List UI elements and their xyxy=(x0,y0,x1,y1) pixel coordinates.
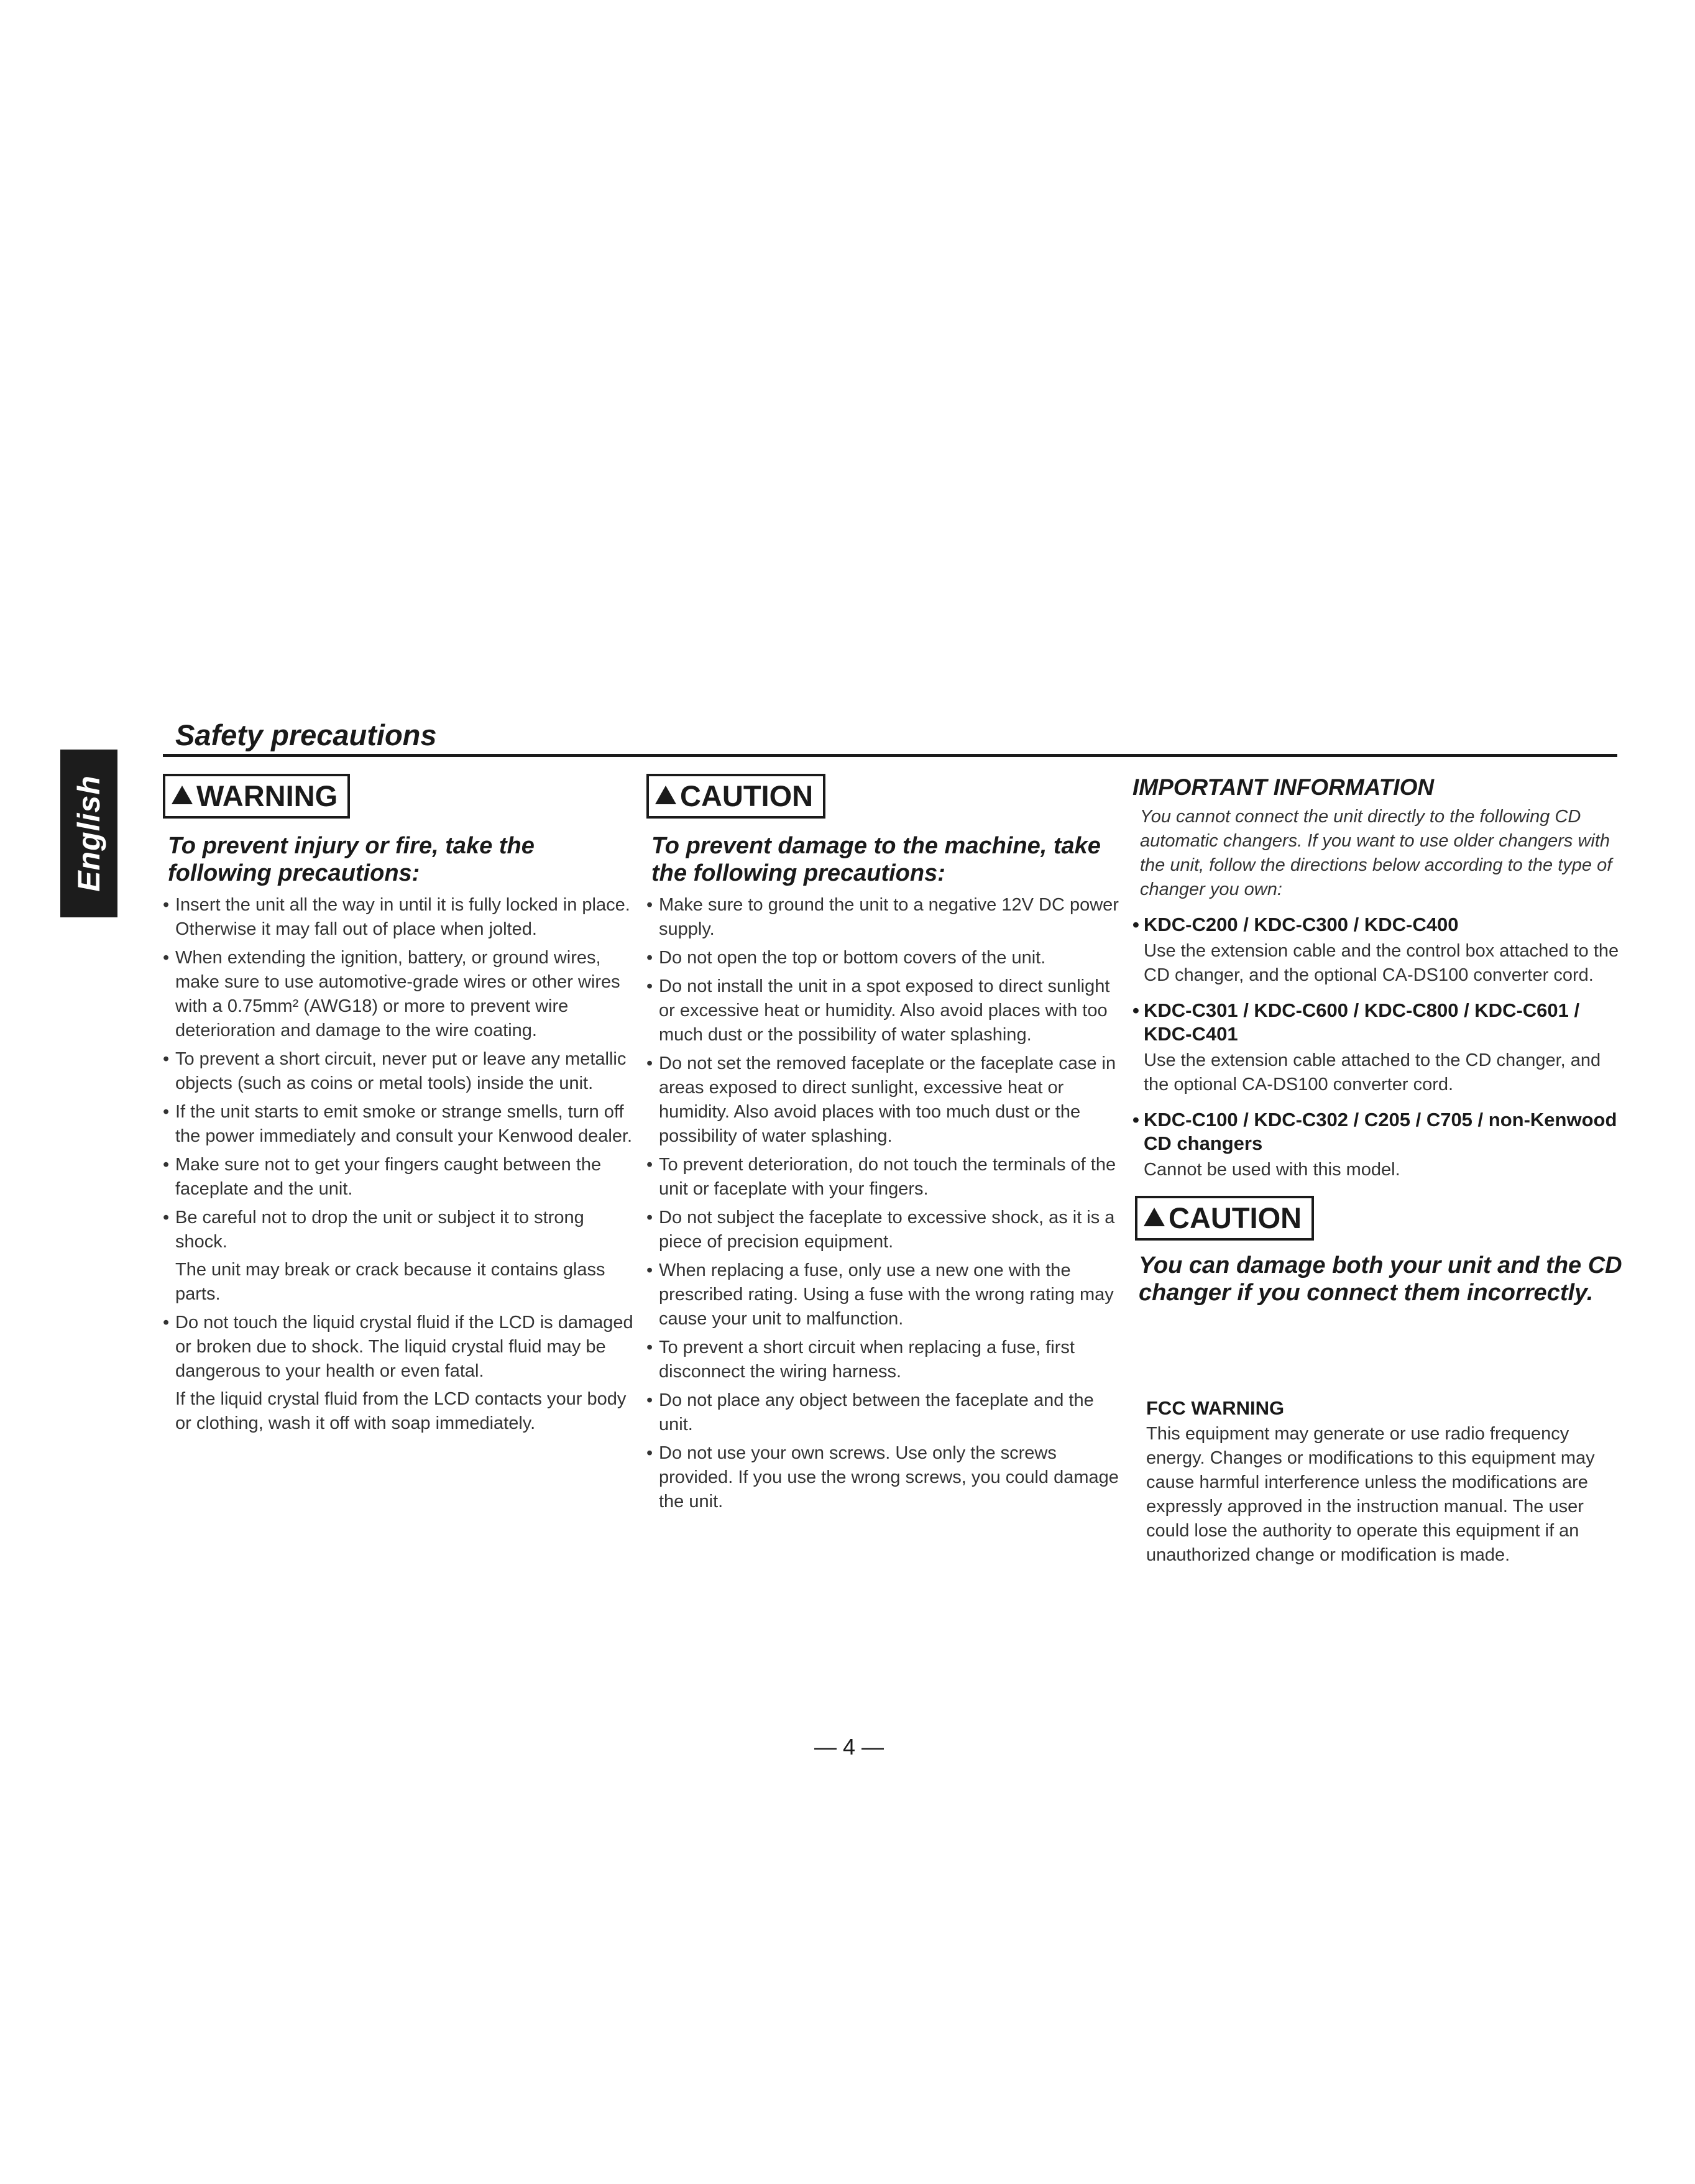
model-text: Cannot be used with this model. xyxy=(1144,1160,1400,1180)
warning-triangle-icon xyxy=(655,786,676,804)
model-text: Use the extension cable attached to the CD changer, and the optional CA-DS100 converter cord. xyxy=(1144,1050,1601,1094)
caution-column xyxy=(646,774,1119,1518)
changer-caution-label: CAUTION xyxy=(1169,1201,1302,1234)
title-rule xyxy=(163,754,1617,757)
warning-badge-label: WARNING xyxy=(196,779,338,812)
important-title: IMPORTANT INFORMATION xyxy=(1132,774,1435,800)
caution-list xyxy=(646,893,1119,1514)
caution-badge-label: CAUTION xyxy=(680,779,814,812)
list-item: • To prevent deterioration, do not touch the terminals of the unit or faceplate with your fingers. xyxy=(646,1153,1119,1201)
list-item: • Do not place any object between the faceplate and the unit. xyxy=(646,1388,1119,1437)
list-item: • Do not touch the liquid crystal fluid if the LCD is damaged or broken due to shock. The liquid crystal fluid may be dangerous to your health or even fatal. If the liquid crystal fluid from the LCD contacts your body or clothing, wash it off with soap immediately. xyxy=(163,1311,635,1436)
caution-badge xyxy=(646,774,825,819)
list-item: • To prevent a short circuit when replacing a fuse, first disconnect the wiring harness. xyxy=(646,1336,1119,1384)
model-heading: • KDC-C100 / KDC-C302 / C205 / C705 / non-Kenwood CD changers xyxy=(1132,1108,1624,1155)
list-item: • Insert the unit all the way in until it is fully locked in place. Otherwise it may fall out of place when jolted. xyxy=(163,893,635,942)
warning-lead: To prevent injury or fire, take the following precautions: xyxy=(168,833,535,886)
model-heading: • KDC-C301 / KDC-C600 / KDC-C800 / KDC-C601 / KDC-C401 xyxy=(1132,999,1624,1046)
changer-caution-text: You can damage both your unit and the CD changer if you connect them incorrectly. xyxy=(1139,1252,1622,1306)
warning-list xyxy=(163,893,635,1436)
warning-column xyxy=(163,774,635,1440)
warning-triangle-icon xyxy=(1144,1208,1165,1226)
language-tab xyxy=(60,750,117,917)
list-item: • Do not subject the faceplate to excessive shock, as it is a piece of precision equipment. xyxy=(646,1206,1119,1254)
language-tab-label: English xyxy=(71,775,107,892)
model-heading: • KDC-C200 / KDC-C300 / KDC-C400 xyxy=(1132,913,1624,937)
list-item: • When extending the ignition, battery, or ground wires, make sure to use automotive-grade wires or other wires with a 0.75mm² (AWG18) or more to prevent wire deterioration and damage to the wire coating. xyxy=(163,946,635,1043)
list-item: • Do not use your own screws. Use only the screws provided. If you use the wrong screws, you could damage the unit. xyxy=(646,1441,1119,1514)
page-number: — 4 — xyxy=(814,1734,884,1760)
list-item: • Do not install the unit in a spot exposed to direct sunlight or excessive heat or humidity. Also avoid places with too much dust or the possibility of water splashing. xyxy=(646,975,1119,1047)
list-item: • To prevent a short circuit, never put or leave any metallic objects (such as coins or metal tools) inside the unit. xyxy=(163,1047,635,1096)
list-item-note: If the liquid crystal fluid from the LCD contacts your body or clothing, wash it off with soap immediately. xyxy=(175,1389,627,1433)
model-group xyxy=(1132,913,1624,988)
warning-triangle-icon xyxy=(172,786,193,804)
warning-badge xyxy=(163,774,350,819)
model-text: Use the extension cable and the control box attached to the CD changer, and the optional CA-DS100 converter cord. xyxy=(1144,941,1619,985)
list-item: • Make sure to ground the unit to a negative 12V DC power supply. xyxy=(646,893,1119,942)
list-item: • When replacing a fuse, only use a new one with the prescribed rating. Using a fuse with the wrong rating may cause your unit to malfunction. xyxy=(646,1259,1119,1331)
changer-caution-badge xyxy=(1135,1196,1314,1241)
model-group xyxy=(1132,999,1624,1097)
important-intro: You cannot connect the unit directly to the following CD automatic changers. If you want to use older changers with the unit, follow the directions below according to the type of changer you own: xyxy=(1140,807,1612,899)
list-item-note: The unit may break or crack because it contains glass parts. xyxy=(175,1260,605,1304)
model-group xyxy=(1132,1108,1624,1182)
list-item: • If the unit starts to emit smoke or strange smells, turn off the power immediately and consult your Kenwood dealer. xyxy=(163,1100,635,1149)
list-item: • Be careful not to drop the unit or subject it to strong shock. The unit may break or crack because it contains glass parts. xyxy=(163,1206,635,1306)
important-column xyxy=(1132,774,1624,1567)
fcc-text: This equipment may generate or use radio frequency energy. Changes or modifications to this equipment may cause harmful interference unless the modifications are expressly approved in the instruction manual. The user could lose the authority to operate this equipment if an unauthorized change or modification is made. xyxy=(1146,1424,1595,1565)
page-title: Safety precautions xyxy=(175,718,437,751)
fcc-title: FCC WARNING xyxy=(1146,1397,1285,1419)
list-item: • Do not set the removed faceplate or the faceplate case in areas exposed to direct sunlight, excessive heat or humidity. Also avoid places with too much dust or the possibility of water splashing. xyxy=(646,1052,1119,1149)
list-item: • Make sure not to get your fingers caught between the faceplate and the unit. xyxy=(163,1153,635,1201)
caution-lead: To prevent damage to the machine, take the following precautions: xyxy=(651,833,1101,886)
list-item: • Do not open the top or bottom covers of the unit. xyxy=(646,946,1119,970)
